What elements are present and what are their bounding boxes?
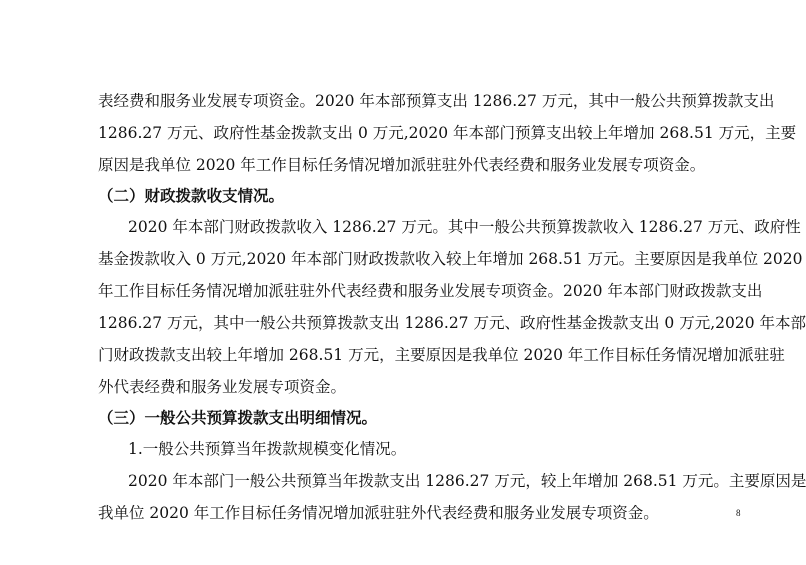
paragraph-line: 外代表经费和服务业发展专项资金。 xyxy=(98,378,347,396)
paragraph-line: 门财政拨款支出较上年增加 268.51 万元，主要原因是我单位 2020 年工作目标任务情况增加派驻驻 xyxy=(98,346,785,364)
paragraph-line: 原因是我单位 2020 年工作目标任务情况增加派驻驻外代表经费和服务业发展专项资金。 xyxy=(98,156,706,174)
paragraph-line: 2020 年本部门一般公共预算当年拨款支出 1286.27 万元，较上年增加 268.51 万元。主要原因是 xyxy=(128,472,806,490)
section-heading: （三）一般公共预算拨款支出明细情况。 xyxy=(98,409,378,427)
paragraph-line: 表经费和服务业发展专项资金。2020 年本部预算支出 1286.27 万元，其中一般公共预算拨款支出 xyxy=(98,92,775,110)
paragraph-line: 基金拨款收入 0 万元,2020 年本部门财政拨款收入较上年增加 268.51 万元。主要原因是我单位 2020 xyxy=(98,250,803,268)
paragraph-line: 1286.27 万元，其中一般公共预算拨款支出 1286.27 万元、政府性基金拨款支出 0 万元,2020 年本部 xyxy=(98,314,806,332)
paragraph-line: 2020 年本部门财政拨款收入 1286.27 万元。其中一般公共预算拨款收入 1286.27 万元、政府性 xyxy=(128,218,801,236)
paragraph-line: 我单位 2020 年工作目标任务情况增加派驻驻外代表经费和服务业发展专项资金。 xyxy=(98,504,659,522)
section-heading: （二）财政拨款收支情况。 xyxy=(98,187,285,205)
paragraph-line: 年工作目标任务情况增加派驻驻外代表经费和服务业发展专项资金。2020 年本部门财政拨款支出 xyxy=(98,282,763,300)
page-number: 8 xyxy=(736,508,741,518)
subheading: 1.一般公共预算当年拨款规模变化情况。 xyxy=(128,440,407,458)
paragraph-line: 1286.27 万元、政府性基金拨款支出 0 万元,2020 年本部门预算支出较上年增加 268.51 万元，主要 xyxy=(98,124,797,142)
